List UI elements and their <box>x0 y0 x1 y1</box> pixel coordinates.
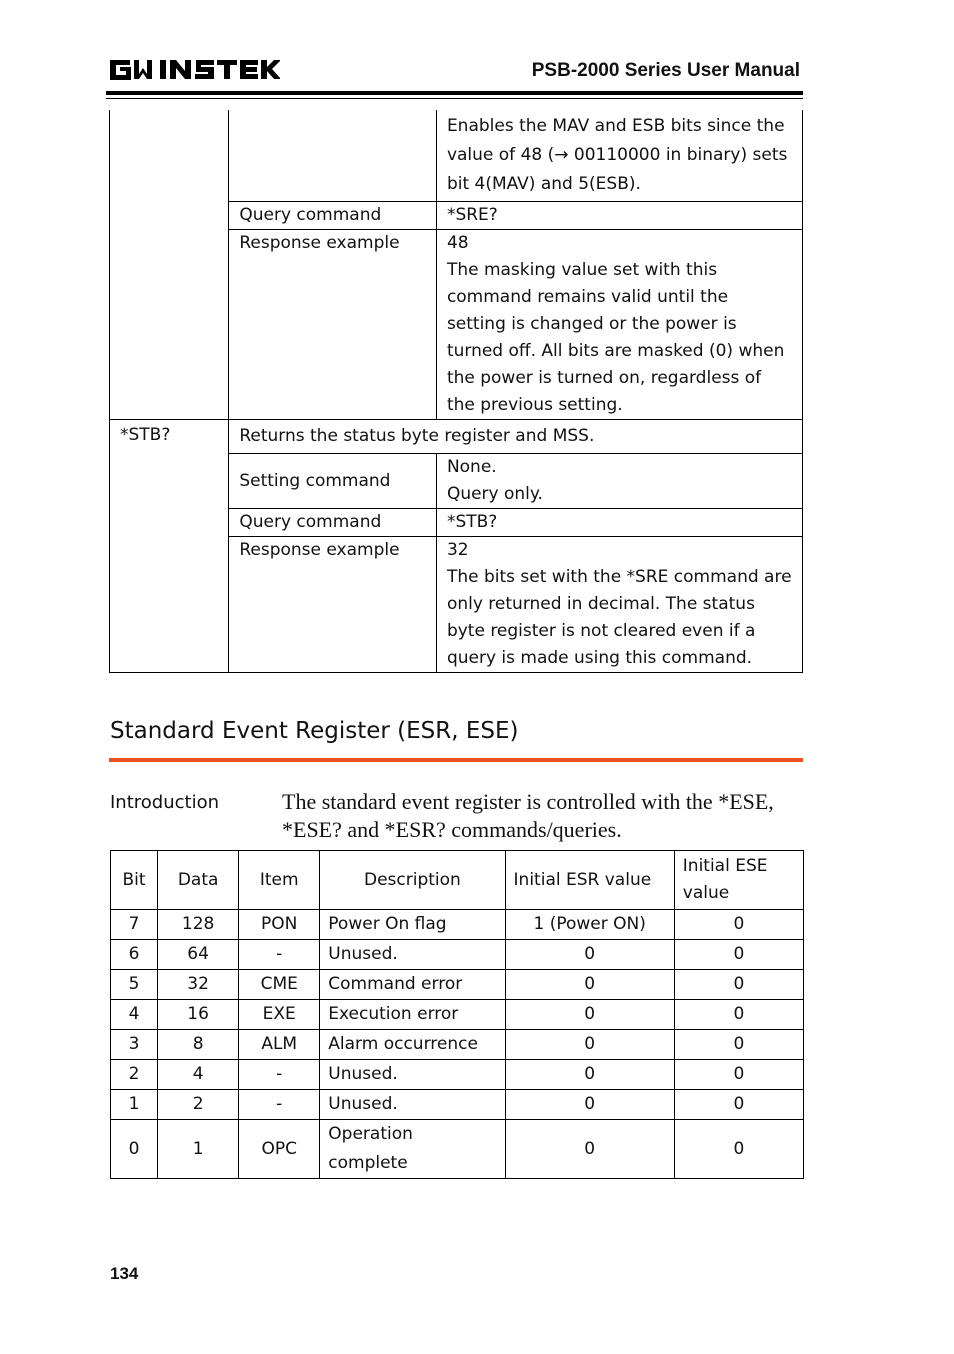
description-cell: Unused. <box>320 1060 505 1090</box>
description-cell: Unused. <box>320 940 505 970</box>
description-cell: Alarm occurrence <box>320 1030 505 1060</box>
header-bit: Bit <box>111 851 158 910</box>
header-item: Item <box>239 851 320 910</box>
sre-query-value: *SRE? <box>436 202 802 230</box>
initial-ese-cell: 0 <box>674 1090 803 1120</box>
gw-instek-logo <box>108 56 280 84</box>
item-cell: OPC <box>239 1120 320 1179</box>
stb-setting-value-2: Query only. <box>446 484 543 504</box>
item-cell: ALM <box>239 1030 320 1060</box>
section-heading: Standard Event Register (ESR, ESE) <box>110 718 519 744</box>
stb-setting-value-1: None. <box>446 457 497 477</box>
item-cell: PON <box>239 910 320 940</box>
bit-cell: 2 <box>111 1060 158 1090</box>
sre-command-cell <box>110 110 229 420</box>
header-initial-ese: Initial ESE value <box>674 851 803 910</box>
header-description: Description <box>320 851 505 910</box>
description-cell: Operation complete <box>320 1120 505 1179</box>
stb-response-label: Response example <box>229 537 437 673</box>
bit-cell: 4 <box>111 1000 158 1030</box>
bit-cell: 7 <box>111 910 158 940</box>
description-cell: Command error <box>320 970 505 1000</box>
manual-title: PSB-2000 Series User Manual <box>531 60 800 81</box>
bit-cell: 5 <box>111 970 158 1000</box>
initial-esr-cell: 0 <box>505 940 674 970</box>
table-row <box>111 940 804 970</box>
data-cell: 1 <box>158 1120 239 1179</box>
description-cell: Power On flag <box>320 910 505 940</box>
bit-cell: 0 <box>111 1120 158 1179</box>
table-row <box>111 1030 804 1060</box>
initial-esr-cell: 0 <box>505 1090 674 1120</box>
stb-setting-cell <box>436 454 802 509</box>
stb-response-note: The bits set with the *SRE command are only returned in decimal. The status byte register is not cleared even if a query is made using this command. <box>446 567 792 668</box>
initial-ese-cell: 0 <box>674 1120 803 1179</box>
data-cell: 2 <box>158 1090 239 1120</box>
header-rule <box>106 91 803 95</box>
item-cell: - <box>239 1090 320 1120</box>
initial-esr-cell: 1 (Power ON) <box>505 910 674 940</box>
data-cell: 4 <box>158 1060 239 1090</box>
data-cell: 64 <box>158 940 239 970</box>
item-cell: EXE <box>239 1000 320 1030</box>
table-row <box>111 1060 804 1090</box>
initial-ese-cell: 0 <box>674 1030 803 1060</box>
table-row <box>111 1090 804 1120</box>
header-data: Data <box>158 851 239 910</box>
sre-query-label: Query command <box>229 202 437 230</box>
bit-cell: 1 <box>111 1090 158 1120</box>
stb-response-value: 32 <box>446 540 469 560</box>
item-cell: - <box>239 1060 320 1090</box>
esr-table <box>110 850 804 1179</box>
description-cell: Execution error <box>320 1000 505 1030</box>
initial-esr-cell: 0 <box>505 1120 674 1179</box>
initial-ese-cell: 0 <box>674 970 803 1000</box>
header-rule-thin <box>106 98 803 99</box>
data-cell: 16 <box>158 1000 239 1030</box>
initial-ese-cell: 0 <box>674 1000 803 1030</box>
initial-esr-cell: 0 <box>505 1030 674 1060</box>
command-table <box>109 110 803 673</box>
stb-description: Returns the status byte register and MSS. <box>229 420 803 454</box>
page-number: 134 <box>110 1264 139 1283</box>
esr-table-header <box>111 851 804 910</box>
header-initial-esr: Initial ESR value <box>505 851 674 910</box>
description-cell: Unused. <box>320 1090 505 1120</box>
sre-response-value: 48 <box>446 233 469 253</box>
table-row <box>111 910 804 940</box>
introduction-text: The standard event register is controlled with the *ESE, *ESE? and *ESR? commands/queries. <box>282 789 774 842</box>
bit-cell: 6 <box>111 940 158 970</box>
bit-cell: 3 <box>111 1030 158 1060</box>
item-cell: - <box>239 940 320 970</box>
stb-response-cell <box>436 537 802 673</box>
sre-response-cell <box>436 230 802 420</box>
initial-esr-cell: 0 <box>505 1000 674 1030</box>
section-heading-rule <box>109 758 803 762</box>
initial-ese-cell: 0 <box>674 1060 803 1090</box>
introduction-label: Introduction <box>110 792 220 813</box>
stb-query-value: *STB? <box>436 509 802 537</box>
initial-ese-cell: 0 <box>674 940 803 970</box>
sre-response-note: The masking value set with this command remains valid until the setting is changed or the power is turned off. All bits are masked (0) when the power is turned on, regardless of the previous setting. <box>446 260 785 415</box>
sre-setting-continuation: Enables the MAV and ESB bits since the value of 48 (→ 00110000 in binary) sets bit 4(MAV) and 5(ESB). <box>436 110 802 202</box>
sre-response-label: Response example <box>229 230 437 420</box>
item-cell: CME <box>239 970 320 1000</box>
initial-ese-cell: 0 <box>674 910 803 940</box>
data-cell: 128 <box>158 910 239 940</box>
continuation-label-cell <box>229 110 437 202</box>
stb-setting-label: Setting command <box>229 454 437 509</box>
data-cell: 8 <box>158 1030 239 1060</box>
stb-command: *STB? <box>110 420 229 673</box>
initial-esr-cell: 0 <box>505 970 674 1000</box>
initial-esr-cell: 0 <box>505 1060 674 1090</box>
table-row <box>111 1120 804 1179</box>
data-cell: 32 <box>158 970 239 1000</box>
table-row <box>111 1000 804 1030</box>
table-row <box>111 970 804 1000</box>
stb-query-label: Query command <box>229 509 437 537</box>
